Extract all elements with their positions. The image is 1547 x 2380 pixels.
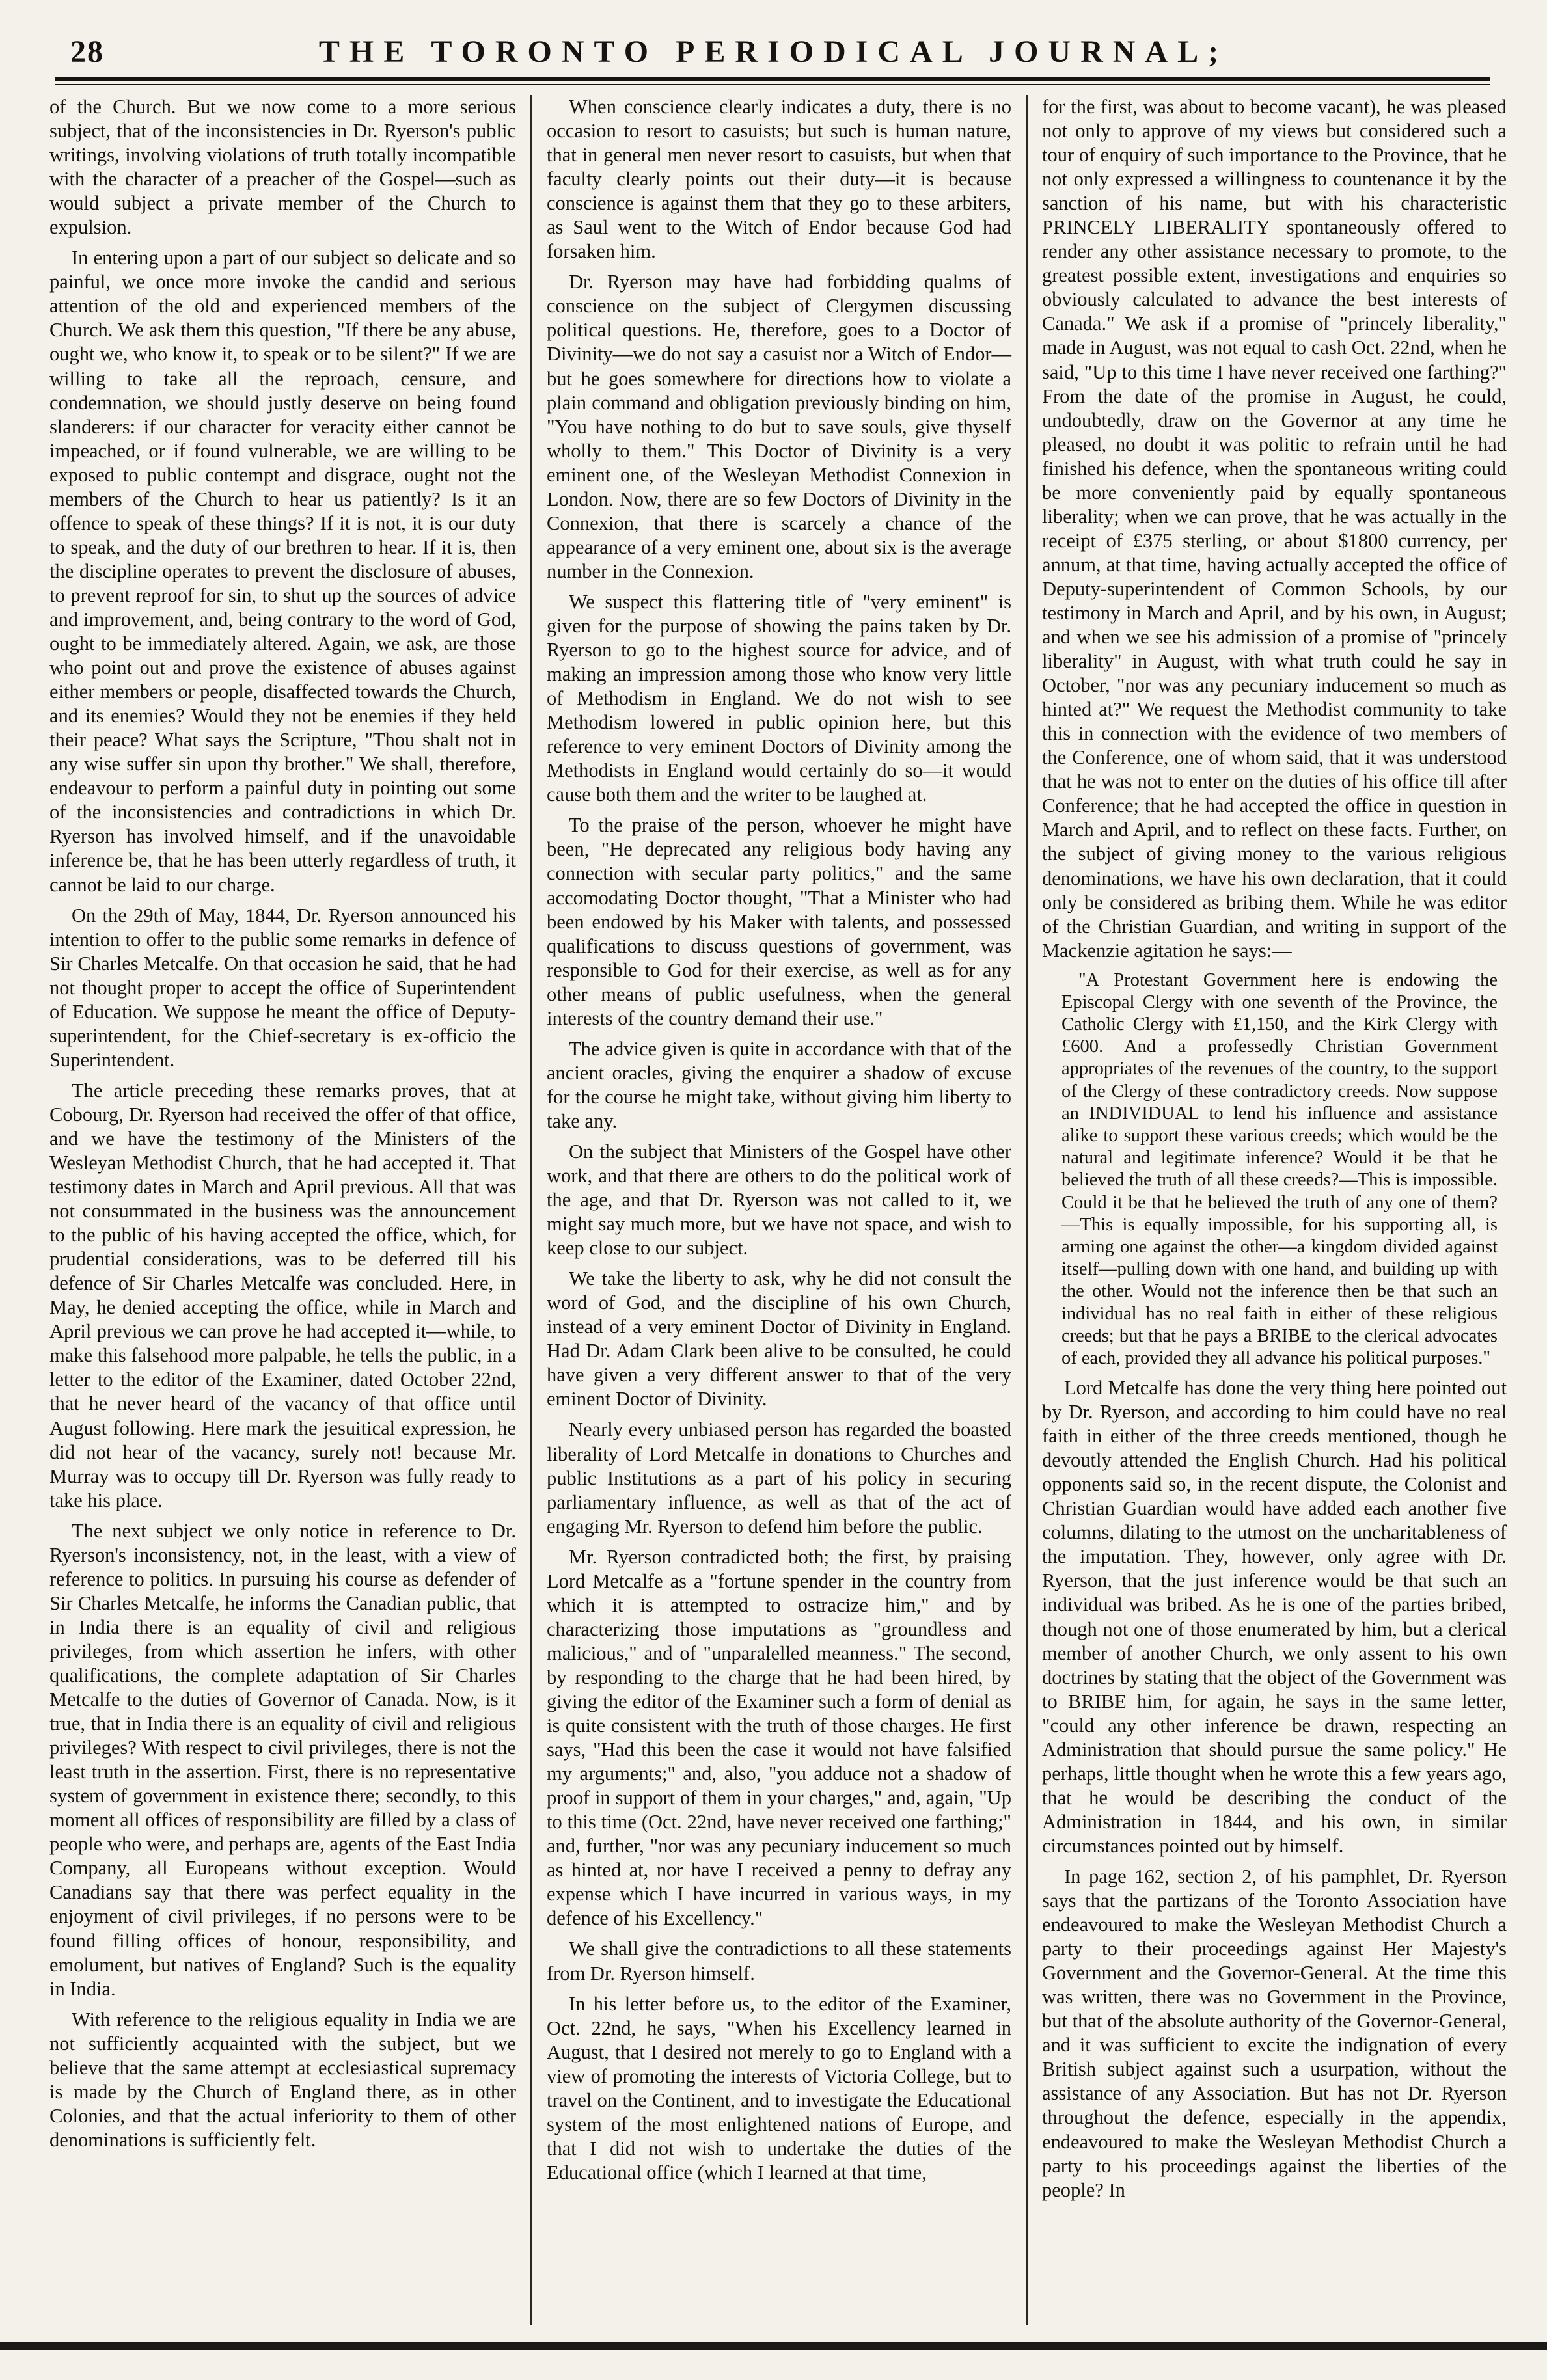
paragraph: We suspect this flattering title of "very eminent" is given for the purpose of showing the pains taken by Dr. Ryerson to go to the highest source for advice, and of making an impression among those who know very little of Methodism in England. We do not wish to see Methodism lowered in public opinion here, but this reference to very eminent Doctors of Divinity among the Methodists in England would certainly do so—it would cause both them and the writer to be laughed at. xyxy=(547,590,1011,806)
paragraph: In entering upon a part of our subject so delicate and so painful, we once more invoke the candid and serious attention of the old and experienced members of the Church. We ask them this question, "If there be any abuse, ought we, who know it, to speak or to be silent?" If we are willing to take all the reproach, censure, and condemnation, we should justly deserve on being found slanderers: if our character for veracity either cannot be impeached, or if found vulnerable, we are willing to be exposed to public contempt and disgrace, ought not the members of the Church to hear us patiently? Is it an offence to speak of these things? If it is not, it is our duty to speak, and the duty of our brethren to hear. If it is, then the discipline operates to prevent the disclosure of abuses, to prevent reproof for sin, to shut up the sources of advice and improvement, and, being contrary to the word of God, ought to be immediately altered. Again, we ask, are those who point out and prove the existence of abuses against either members or people, disaffected towards the Church, and its enemies? Would they not be enemies if they held their peace? What says the Scripture, "Thou shalt not in any wise suffer sin upon thy brother." We shall, therefore, endeavour to perform a painful duty in pointing out some of the inconsistencies and contradictions in which Dr. Ryerson has involved himself, and if the unavoidable inference be, that he has been utterly regardless of truth, it cannot be laid to our charge. xyxy=(49,247,516,896)
column-right xyxy=(1026,95,1521,2325)
paragraph: of the Church. But we now come to a more serious subject, that of the inconsistencies in Dr. Ryerson's public writings, involving violations of truth totally incompatible with the character of a preacher of the Gospel—such as would subject a private member of the Church to expulsion. xyxy=(49,96,516,239)
block-quote: "A Protestant Government here is endowing the Episcopal Clergy with one seventh of the Province, the Catholic Clergy with £1,150, and the Kirk Clergy with £600. And a professedly Christian Government appropriates of the revenues of the country, to the support of the Clergy of these contradictory creeds. Now suppose an INDIVIDUAL to lend his influence and assistance alike to support these various creeds; which would be the natural and legitimate inference? Would it be that he believed the truth of all these creeds?—This is impossible. Could it be that he believed the truth of any one of them?—This is equally impossible, for his supporting all, is arming one against the other—a kingdom divided against itself—pulling down with one hand, and building up with the other. Would not the inference then be that such an individual has no real faith in either of these religious creeds; but that he pays a BRIBE to the clerical advocates of each, provided they all advance his political purposes." xyxy=(1061,969,1498,1368)
paragraph: Nearly every unbiased person has regarded the boasted liberality of Lord Metcalfe in donations to Churches and public Institutions as a part of his policy in securing parliamentary influence, as well as that of the act of engaging Mr. Ryerson to defend him before the public. xyxy=(547,1418,1011,1537)
paragraph: When conscience clearly indicates a duty, there is no occasion to resort to casuists; but such is human nature, that in general men never resort to casuists, but when that faculty clearly points out their duty—it is because conscience is against them that they go to these arbiters, as Saul went to the Witch of Endor because God had forsaken him. xyxy=(547,96,1011,263)
text-columns xyxy=(35,95,1521,2325)
paragraph: On the 29th of May, 1844, Dr. Ryerson announced his intention to offer to the public some remarks in defence of Sir Charles Metcalfe. On that occasion he said, that he had not thought proper to accept the office of Superintendent of Education. We suppose he meant the office of Deputy-superintendent, for the Chief-secretary is ex-officio the Superintendent. xyxy=(49,904,516,1071)
paragraph: In his letter before us, to the editor of the Examiner, Oct. 22nd, he says, "When his Excellency learned in August, that I desired not merely to go to England with a view of promoting the interests of Victoria College, but to travel on the Continent, and to investigate the Educational system of the most enlightened nations of Europe, and that I did not wish to undertake the duties of the Educational office (which I learned at that time, xyxy=(547,1992,1011,2184)
paragraph: We take the liberty to ask, why he did not consult the word of God, and the discipline of his own Church, instead of a very eminent Doctor of Divinity in England. Had Dr. Adam Clark been alive to be consulted, he could have given a very different answer to that of the very eminent Doctor of Divinity. xyxy=(547,1267,1011,1411)
paragraph: The advice given is quite in accordance with that of the ancient oracles, giving the enquirer a shadow of excuse for the course he might take, without giving him liberty to take any. xyxy=(547,1037,1011,1132)
column-middle xyxy=(530,95,1026,2325)
bottom-rule xyxy=(0,2342,1547,2350)
paragraph: Dr. Ryerson may have had forbidding qualms of conscience on the subject of Clergymen discussing political questions. He, therefore, goes to a Doctor of Divinity—we do not say a casuist nor a Witch of Endor—but he goes somewhere for directions how to violate a plain command and obligation previously binding on him, "You have nothing to do but to save souls, give thyself wholly to them." This Doctor of Divinity is a very eminent one, of the Wesleyan Methodist Connexion in London. Now, there are so few Doctors of Divinity in the Connexion, that there is scarcely a chance of the appearance of a very eminent one, about six is the average number in the Connexion. xyxy=(547,271,1011,582)
paragraph: On the subject that Ministers of the Gospel have other work, and that there are others to do the political work of the age, and that Dr. Ryerson was not called to it, we might say much more, but we have not space, and wish to keep close to our subject. xyxy=(547,1140,1011,1260)
paragraph: We shall give the contradictions to all these statements from Dr. Ryerson himself. xyxy=(547,1938,1011,1984)
paragraph: With reference to the religious equality in India we are not sufficiently acquainted with the subject, but we believe that the same attempt at ecclesiastical supremacy is made by the Church of England there, as in other Colonies, and that the actual inferiority to them of other denominations is sufficiently felt. xyxy=(49,2008,516,2151)
paragraph: Mr. Ryerson contradicted both; the first, by praising Lord Metcalfe as a "fortune spender in the country from which it is attempted to ostracize him," and by characterizing those imputations as "groundless and malicious," and of "unparalelled meanness." The second, by responding to the charge that he had been hired, by giving the editor of the Examiner such a form of denial as is quite consistent with the truth of those charges. He first says, "Had this been the case it would not have falsified my arguments;" and, also, "you adduce not a shadow of proof in support of them in your charges," and, again, "Up to this time (Oct. 22nd, have never received one farthing;" and, further, "nor was any pecuniary inducement so much as hinted at, nor have I received a penny to defray any expense which I have incurred in various ways, in my defence of his Excellency." xyxy=(547,1545,1011,1930)
column-left xyxy=(35,95,530,2325)
paragraph: To the praise of the person, whoever he might have been, "He deprecated any religious body having any connection with secular party politics," and the same accomodating Doctor thought, "That a Minister who had been endowed by his Maker with talents, and possessed qualifications to discuss questions of government, was responsible to God for their exercise, as well as for any other means of public usefulness, when the general interests of the country demand their use." xyxy=(547,814,1011,1029)
header-rule-thick xyxy=(55,77,1490,81)
paragraph: for the first, was about to become vacant), he was pleased not only to approve of my views but considered such a tour of enquiry of such importance to the Province, that he not only expressed a willingness to countenance it by the sanction of his name, but with his characteristic PRINCELY LIBERALITY spontaneously offered to render any other assistance necessary to promote, to the greatest possible extent, investigations and enquiries so obviously calculated to advance the best interests of Canada." We ask if a promise of "princely liberality," made in August, was not equal to cash Oct. 22nd, when he said, "Up to this time I have never received one farthing?" From the date of the promise in August, he could, undoubtedly, draw on the Governor at any time he pleased, no doubt it was politic to refrain until he had finished his defence, when the spontaneous writing could be more conveniently paid by equally spontaneous liberality; when we can prove, that he was actually in the receipt of £375 sterling, or about $1800 currency, per annum, at that time, having actually accepted the office of Deputy-superintendent of Common Schools, by our testimony in March and April, and by his own, in August; and when we see his admission of a promise of "princely liberality" in August, with what truth could he say in October, "nor was any pecuniary inducement so much as hinted at?" We request the Methodist community to take this in connection with the evidence of two members of the Conference, one of whom said, that it was understood that he was not to enter on the duties of his office till after Conference; that he had accepted the office in question in March and April, and to reflect on these facts. Further, on the subject of giving money to the various religious denominations, we have his own declaration, that it could only be considered as bribing them. While he was editor of the Christian Guardian, and writing in support of the Mackenzie agitation he says:— xyxy=(1042,96,1507,962)
running-title: THE TORONTO PERIODICAL JOURNAL; xyxy=(318,34,1229,69)
paragraph: The article preceding these remarks proves, that at Cobourg, Dr. Ryerson had received the offer of that office, and we have the testimony of the Ministers of the Wesleyan Methodist Church, that he had accepted it. That testimony dates in March and April previous. All that was not consummated in the business was the announcement to the public of his having accepted the office, which, for prudential considerations, was to be deferred till his defence of Sir Charles Metcalfe was concluded. Here, in May, he denied accepting the office, while in March and April previous we can prove he had accepted it—while, to make this falsehood more palpable, he tells the public, in a letter to the editor of the Examiner, dated October 22nd, that he never heard of the vacancy of that office until August following. Here mark the jesuitical expression, he did not hear of the vacancy, surely not! because Mr. Murray was to occupy till Dr. Ryerson was fully ready to take his place. xyxy=(49,1079,516,1511)
page-number: 28 xyxy=(70,34,104,69)
paragraph: In page 162, section 2, of his pamphlet, Dr. Ryerson says that the partizans of the Toronto Association have endeavoured to make the Wesleyan Methodist Church a party to their proceedings against Her Majesty's Government and the Governor-General. At the time this was written, there was no Government in the Province, but that of the absolute authority of the Governor-General, and it was sufficient to excite the indignation of every British subject against such a usurpation, without the assistance of any Association. But has not Dr. Ryerson throughout the defence, especially in the appendix, endeavoured to make the Wesleyan Methodist Church a party to his proceedings against the liberties of the people? In xyxy=(1042,1865,1507,2201)
page-header xyxy=(29,0,1518,85)
paragraph: Lord Metcalfe has done the very thing here pointed out by Dr. Ryerson, and according to him could have no real faith in either of the three creeds mentioned, though he devoutly attended the English Church. Had his political opponents said so, in the recent dispute, the Colonist and Christian Guardian would have added each another five columns, dilating to the utmost on the uncharitableness of the imputation. They, however, only agree with Dr. Ryerson, that the just inference would be that such an individual was bribed. As he is one of the parties bribed, though not one of those enumerated by him, but a clerical member of another Church, we only assent to his own doctrines by stating that the object of the Government was to BRIBE him, for again, he says in the same letter, "could any other inference be drawn, respecting an Administration that should pursue the same policy." He perhaps, little thought when he wrote this a few years ago, that he would be describing the conduct of the Administration in 1844, and his own, in similar circumstances pointed out by himself. xyxy=(1042,1377,1507,1857)
header-rule-thin xyxy=(55,84,1490,85)
paragraph: The next subject we only notice in reference to Dr. Ryerson's inconsistency, not, in the least, with a view of reference to politics. In pursuing his course as defender of Sir Charles Metcalfe, he informs the Canadian public, that in India there is an equality of civil and religious privileges, from which assertion he infers, with other qualifications, the complete adaptation of Sir Charles Metcalfe to the duties of Governor of Canada. Now, is it true, that in India there is an equality of civil and religious privileges? With respect to civil privileges, there is not the least truth in the assertion. First, there is no representative system of government in existence there; secondly, to this moment all offices of responsibility are filled by a class of people who were, and perhaps are, agents of the East India Company, all Europeans without exception. Would Canadians say that there was perfect equality in the enjoyment of civil privileges, if no persons were to be found filling offices of honour, responsibility, and emolument, but natives of England? Such is the equality in India. xyxy=(49,1519,516,2000)
